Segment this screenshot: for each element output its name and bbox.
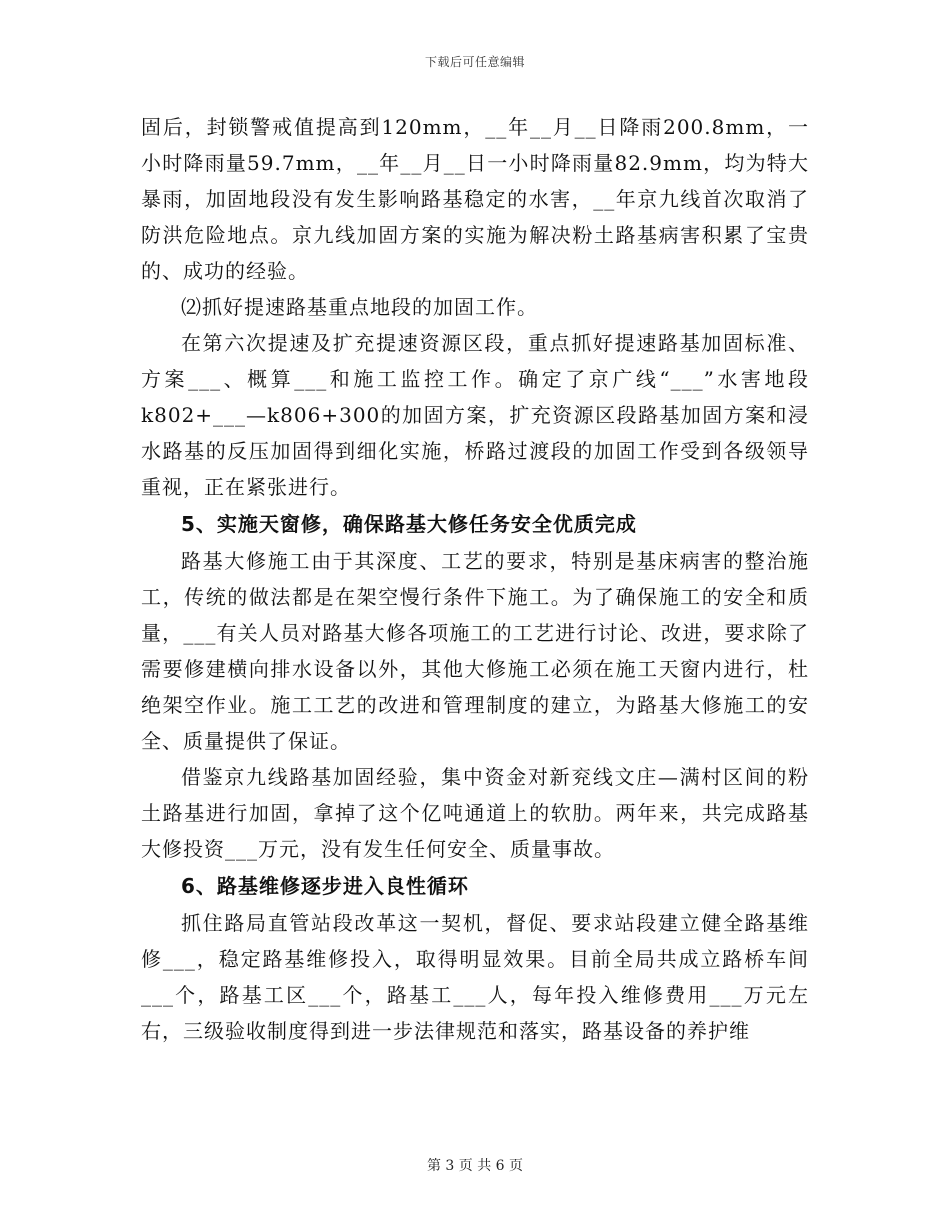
paragraph-subitem-2: ⑵抓好提速路基重点地段的加固工作。: [181, 295, 538, 319]
document-body: [141, 109, 809, 1049]
section-heading-5: 5、实施天窗修，确保路基大修任务安全优质完成: [181, 512, 637, 536]
paragraph-reinforcement-investment: 借鉴京九线路基加固经验，集中资金对新兖线文庄—满村区间的粉土路基进行加固，拿掉了这个亿吨通道上的软肋。两年来，共完成路基大修投资___万元，没有发生任何安全、质量事故。: [141, 765, 809, 861]
paragraph-maintenance-cycle: 抓住路局直管站段改革这一契机，督促、要求站段建立健全路基维修___，稳定路基维修投入，取得明显效果。目前全局共成立路桥车间___个，路基工区___个，路基工___人，每年投入维修费用___万元左右，三级验收制度得到进一步法律规范和落实，路基设备的养护维: [141, 911, 809, 1043]
paragraph-overhaul-construction: 路基大修施工由于其深度、工艺的要求，特别是基床病害的整治施工，传统的做法都是在架空慢行条件下施工。为了确保施工的安全和质量，___有关人员对路基大修各项施工的工艺进行讨论、改进，要求除了需要修建横向排水设备以外，其他大修施工必须在施工天窗内进行，杜绝架空作业。施工工艺的改进和管理制度的建立，为路基大修施工的安全、质量提供了保证。: [141, 549, 809, 753]
page-footer: 第 3 页 共 6 页: [426, 1158, 524, 1174]
paragraph-speedup-reinforcement: 在第六次提速及扩充提速资源区段，重点抓好提速路基加固标准、方案___、概算___和施工监控工作。确定了京广线“___”水害地段k802+___—k806+300的加固方案，扩充资源区段路基加固方案和浸水路基的反压加固得到细化实施，桥路过渡段的加固工作受到各级领导重视，正在紧张进行。: [141, 331, 809, 499]
section-heading-6: 6、路基维修逐步进入良性循环: [181, 874, 469, 898]
paragraph-continuation: 固后，封锁警戒值提高到120mm，__年__月__日降雨200.8mm，一小时降雨量59.7mm，__年__月__日一小时降雨量82.9mm，均为特大暴雨，加固地段没有发生影响路基稳定的水害，__年京九线首次取消了防洪危险地点。京九线加固方案的实施为解决粉土路基病害积累了宝贵的、成功的经验。: [141, 115, 809, 283]
page-header: 下载后可任意编辑: [424, 55, 525, 69]
